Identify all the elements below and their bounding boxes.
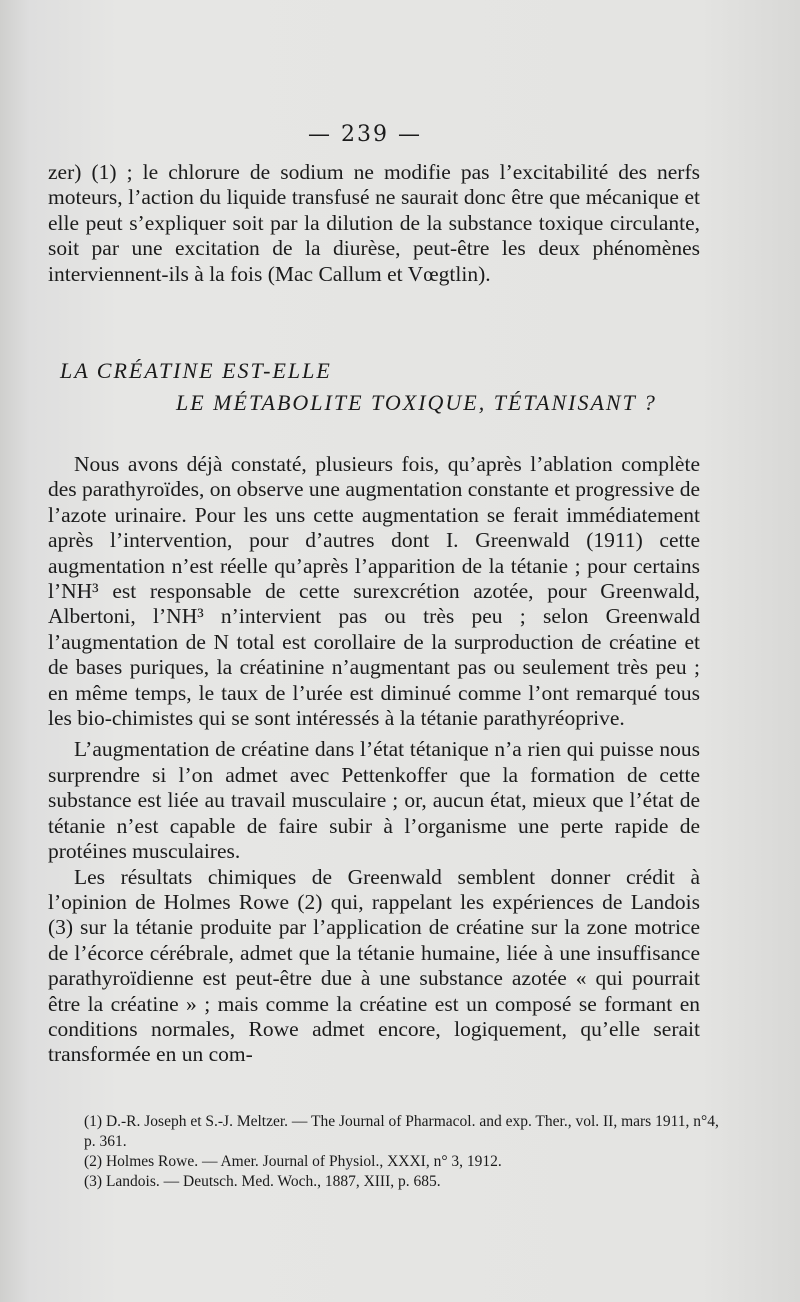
- body-text: [48, 452, 700, 1068]
- section-heading-line-2: LE MÉTABOLITE TOXIQUE, TÉTANISANT ?: [176, 390, 657, 415]
- opening-paragraph: [48, 160, 700, 287]
- footnotes: [84, 1112, 724, 1192]
- footnote-2: (2) Holmes Rowe. — Amer. Journal of Physiol., XXXI, n° 3, 1912.: [84, 1153, 502, 1170]
- paragraph-creatine-augmentation: L’augmentation de créatine dans l’état tétanique n’a rien qui puisse nous surprendre si l’on admet avec Pettenkoffer que la formation de cette substance est liée au travail musculaire ; or, aucun état, mieux que l’état de tétanie n’est capable de faire subir à l’organisme une perte rapide de protéines musculaires.: [48, 737, 700, 864]
- footnote-1: (1) D.-R. Joseph et S.-J. Meltzer. — The Journal of Pharmacol. and exp. Ther., vol. II, mars 1911, n°4, p. 361.: [84, 1113, 719, 1150]
- paragraph-creatinine-azote: Nous avons déjà constaté, plusieurs fois, qu’après l’ablation complète des parathyroïdes, on observe une augmentation constante et progressive de l’azote urinaire. Pour les uns cette augmentation se ferait immédiatement après l’intervention, pour d’autres dont I. Greenwald (1911) cette augmentation n’est réelle qu’après l’apparition de la tétanie ; pour certains l’NH³ est responsable de cette surexcrétion azotée, pour Greenwald, Albertoni, l’NH³ n’intervient pas ou très peu ; selon Greenwald l’augmentation de N total est corollaire de la surproduction de créatine et de bases puriques, la créatinine n’augmentant pas ou seulement très peu ; en même temps, le taux de l’urée est diminué comme l’ont remarqué tous les bio-chimistes qui se sont intéressés à la tétanie parathyréoprive.: [48, 452, 700, 731]
- section-heading-line-1: LA CRÉATINE EST-ELLE: [60, 358, 332, 383]
- paragraph-greenwald-results: Les résultats chimiques de Greenwald semblent donner crédit à l’opinion de Holmes Rowe (2) qui, rappelant les expériences de Landois (3) sur la tétanie produite par l’application de créatine sur la zone motrice de l’écorce cérébrale, admet que la tétanie humaine, liée à une insuffisance parathyroïdienne est peut-être due à une substance azotée « qui pourrait être la créatine » ; mais comme la créatine est un composé se formant en conditions normales, Rowe admet encore, logiquement, qu’elle serait transformée en un com-: [48, 864, 700, 1067]
- page-number: — 239 —: [308, 122, 422, 147]
- footnote-3: (3) Landois. — Deutsch. Med. Woch., 1887, XIII, p. 685.: [84, 1173, 441, 1190]
- paragraph-text: zer) (1) ; le chlorure de sodium ne modifie pas l’excitabilité des nerfs moteurs, l’action du liquide transfusé ne saurait donc être que mécanique et elle peut s’expliquer soit par la dilution de la substance toxique circulante, soit par une excitation de la diurèse, peut-être les deux phénomènes interviennent-ils à la fois (Mac Callum et Vœgtlin).: [48, 160, 700, 286]
